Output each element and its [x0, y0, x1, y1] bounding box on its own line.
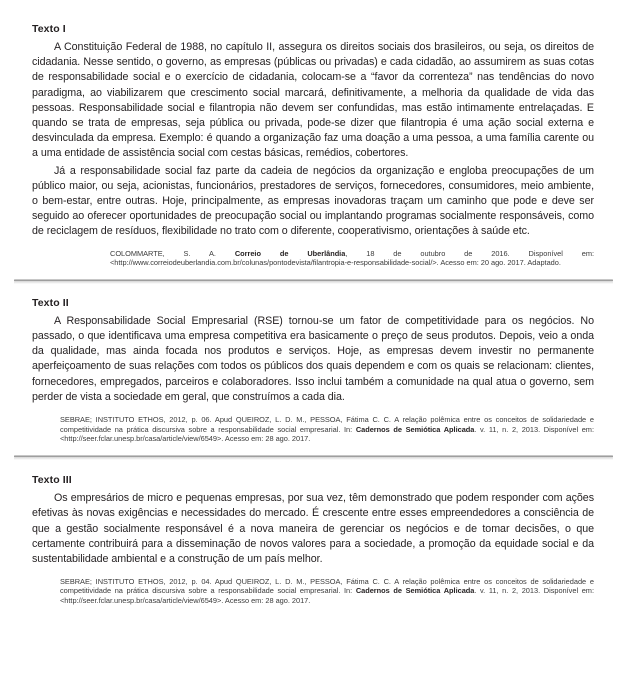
citation-text-before: SEBRAE; INSTITUTO ETHOS, 2012, p. 06. Apud QUEIROZ, L. D. M., PESSOA, Fátima C. C. A relação polêmica entre os conceitos de solidariedade e competitividade na prática discursiva sobre a responsabilidade social empresarial. In:: [60, 415, 594, 434]
passage-source-citation: [32, 249, 594, 268]
citation-text-after: . v. 11, n. 2, 2013. Disponível em: <http://seer.fclar.unesp.br/casa/article/view/6549>. Acesso em: 28 ago. 2017.: [60, 586, 594, 606]
citation-text-after: , 18 de outubro de 2016. Disponível em: <http://www.correiodeuberlandia.com.br/colunas/pontodevista/filantropia-e-responsabilidade-social/>. Acesso em: 20 ago. 2017. Adaptado.: [110, 248, 594, 268]
citation-publication-name: Correio de Uberlândia: [234, 248, 346, 258]
passage-source-citation: [32, 415, 594, 444]
passage-paragraph: Os empresários de micro e pequenas empresas, por sua vez, têm demonstrado que podem responder com ações efetivas às novas exigências e necessidades do mercado. É crescente entre esses empreendedores a consciência de que a gestão socialmente responsável é a nova maneira de gerenciar os negócios e de tomar decisões, o que certamente contribuirá para a disseminação de novos valores para a sociedade, a promoção da equidade social e da sustentabilidade ambiental e a construção de um país melhor.: [32, 491, 594, 566]
passage-paragraph: A Responsabilidade Social Empresarial (RSE) tornou-se um fator de competitividade para os negócios. No passado, o que identificava uma empresa competitiva era basicamente o preço de seus produtos. Depois, veio a onda da qualidade, mas ainda focada nos produtos e serviços. Hoje, as empresas devem investir no permanente aperfeiçoamento de suas relações com todos os públicos dos quais dependem e com os quais se relacionam: clientes, fornecedores, empregados, parceiros e colaboradores. Isso inclui também a comunidade na qual atua o governo, sem perder de vista a sociedade em geral, que construímos a cada dia.: [32, 314, 594, 403]
citation-text-before: COLOMMARTE, S. A.: [110, 248, 235, 258]
passage-section-texto-ii: [0, 284, 627, 444]
citation-publication-name: Cadernos de Semiótica Aplicada: [355, 424, 475, 434]
citation-text-before: SEBRAE; INSTITUTO ETHOS, 2012, p. 04. Apud QUEIROZ, L. D. M., PESSOA, Fátima C. C. A relação polêmica entre os conceitos de solidariedade e competitividade na prática discursiva sobre a responsabilidade social empresarial. In:: [60, 576, 594, 596]
passage-paragraph: Já a responsabilidade social faz parte da cadeia de negócios da organização e engloba preocupações de um público maior, ou seja, acionistas, funcionários, prestadores de serviços, fornecedores, consumidores, meio ambiente, o bem-estar, entre outras. Hoje, principalmente, as empresas inovadoras traçam um caminho que pode e deve ser seguido ao oferecer oportunidades de preocupação social ou implantando programas socialmente responsáveis, como de reciclagem de resíduos, flexibilidade no trato com o diferente, cooperativismo, orientações à saúde etc.: [32, 164, 594, 238]
passage-section-texto-iii: [0, 460, 627, 606]
passage-heading-texto-i: Texto I: [32, 23, 66, 35]
citation-text-after: . v. 11, n. 2, 2013. Disponível em: <http://seer.fclar.unesp.br/casa/article/view/6549>. Acesso em: 28 ago. 2017.: [60, 424, 594, 444]
passage-source-citation: [32, 577, 594, 606]
passage-paragraph: A Constituição Federal de 1988, no capítulo II, assegura os direitos sociais dos brasileiros, ou seja, os direitos de cidadania. Nesse sentido, o governo, as empresas (públicas ou privadas) e cada cidadão, ao assumirem as suas cotas de responsabilidade social e o exercício de cidadania, colocam-se a “favor da correnteza” nas tendências do novo paradigma, ao viabilizarem que crescimento social marcará, definitivamente, a melhoria da qualidade de vida das pessoas. Responsabilidade social e filantropia não devem ser confundidas, mas estão intimamente entrelaçadas. E quando se trata de empresas, seja pública ou privada, pode-se dizer que filantropia é uma ação social externa e desvinculada da empresa. Exemplo: é quando a organização faz uma doação a uma pessoa, a uma família carente ou a uma entidade de assistência social com cestas básicas, remédios, cobertores.: [32, 41, 594, 160]
passage-heading-texto-iii: Texto III: [32, 473, 72, 486]
passage-section-texto-i: [0, 0, 627, 268]
citation-publication-name: Cadernos de Semiótica Aplicada: [355, 586, 475, 596]
passage-heading-texto-ii: Texto II: [32, 296, 69, 309]
